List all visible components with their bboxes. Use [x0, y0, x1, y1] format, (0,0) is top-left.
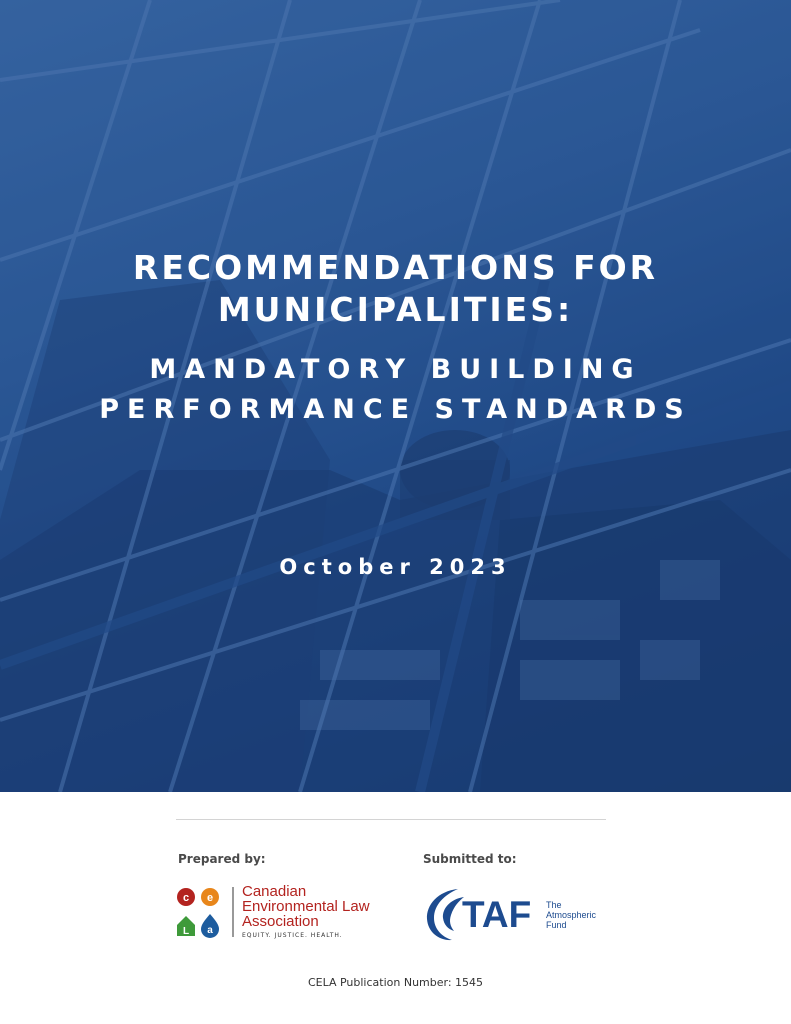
- cela-tagline: EQUITY. JUSTICE. HEALTH.: [242, 932, 343, 939]
- footer-divider: [176, 819, 606, 820]
- taf-name-line-1: The: [546, 900, 562, 910]
- cela-letter-e: e: [206, 892, 214, 904]
- cela-letter-l: L: [182, 926, 190, 937]
- taf-name-line-3: Fund: [546, 920, 567, 930]
- publication-number: CELA Publication Number: 1545: [307, 976, 484, 989]
- taf-name: [546, 900, 596, 930]
- cela-letter-a: a: [207, 925, 213, 936]
- cela-letter-c: c: [182, 892, 190, 904]
- cover-date: October 2023: [279, 555, 512, 579]
- prepared-by-label: Prepared by:: [178, 852, 266, 866]
- cela-name-line-2: Environmental Law: [242, 898, 370, 915]
- cover-subtitle-line-2: PERFORMANCE STANDARDS: [99, 394, 692, 425]
- cela-name-line-3: Association: [242, 913, 319, 930]
- cela-name: [242, 884, 370, 929]
- taf-acronym: TAF: [462, 894, 532, 935]
- cover-title-line-1: RECOMMENDATIONS FOR: [132, 248, 659, 287]
- cover-title-line-2: MUNICIPALITIES:: [217, 290, 574, 329]
- submitted-to-label: Submitted to:: [423, 852, 517, 866]
- taf-name-line-2: Atmospheric: [546, 910, 597, 920]
- cover-subtitle-line-1: MANDATORY BUILDING: [149, 354, 642, 385]
- cela-name-line-1: Canadian: [242, 883, 307, 900]
